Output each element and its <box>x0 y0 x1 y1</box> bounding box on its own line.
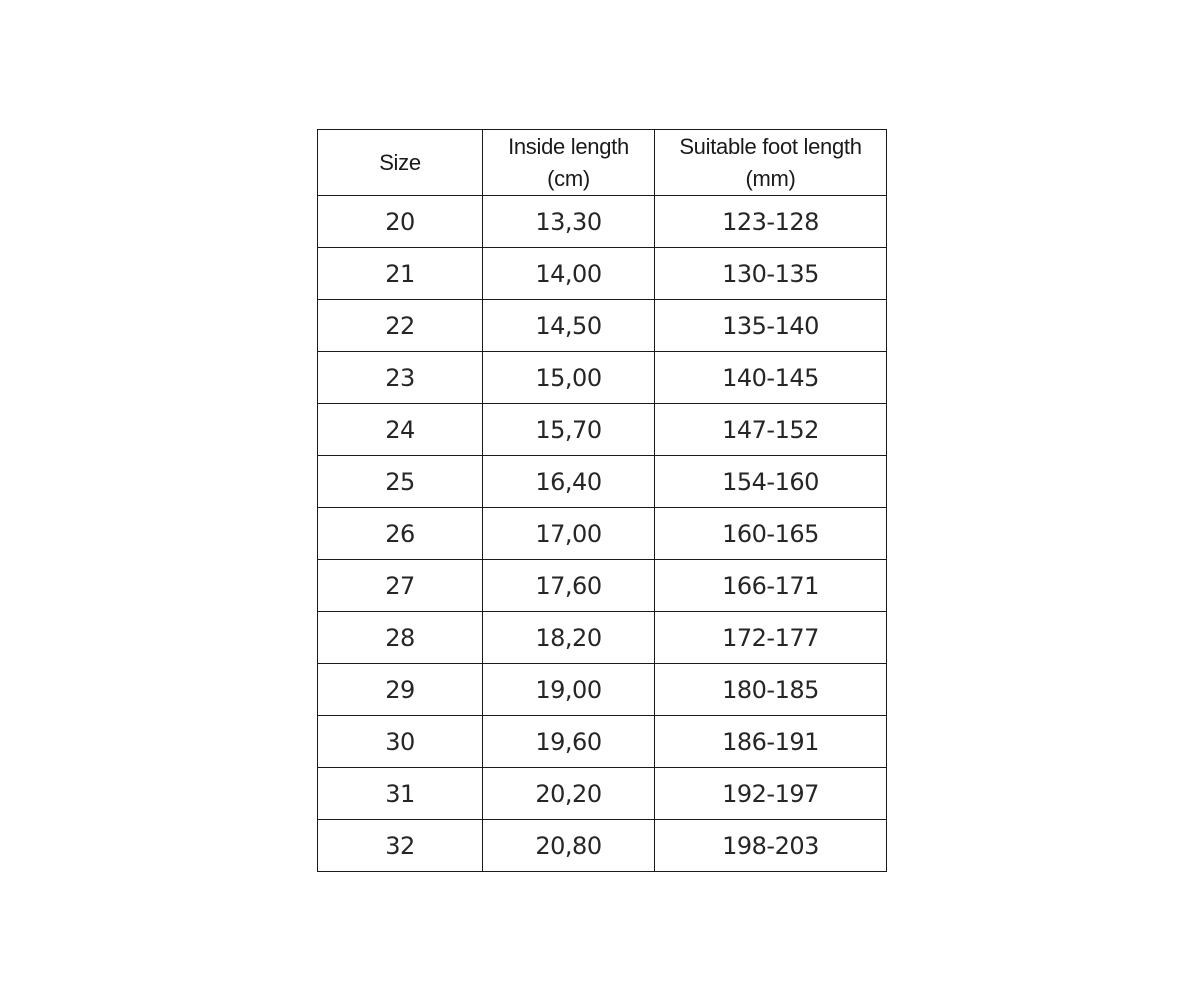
cell-size: 21 <box>318 248 483 300</box>
cell-size: 25 <box>318 456 483 508</box>
cell-foot-length: 154-160 <box>655 456 887 508</box>
cell-inside-length: 19,00 <box>483 664 655 716</box>
cell-inside-length: 13,30 <box>483 196 655 248</box>
cell-foot-length: 135-140 <box>655 300 887 352</box>
cell-foot-length: 172-177 <box>655 612 887 664</box>
cell-size: 26 <box>318 508 483 560</box>
header-inside-length <box>483 130 655 196</box>
cell-inside-length: 14,50 <box>483 300 655 352</box>
header-inside-length-unit: (cm) <box>547 165 590 191</box>
table-row <box>318 560 887 612</box>
cell-foot-length: 192-197 <box>655 768 887 820</box>
table-row <box>318 716 887 768</box>
table-row <box>318 820 887 872</box>
table-row <box>318 404 887 456</box>
cell-size: 20 <box>318 196 483 248</box>
header-foot-length-unit: (mm) <box>745 165 796 191</box>
cell-size: 23 <box>318 352 483 404</box>
header-foot-length <box>655 130 887 196</box>
cell-inside-length: 14,00 <box>483 248 655 300</box>
table-row <box>318 248 887 300</box>
size-chart-table <box>317 129 887 872</box>
table-header <box>318 130 887 196</box>
cell-size: 22 <box>318 300 483 352</box>
cell-size: 32 <box>318 820 483 872</box>
cell-foot-length: 186-191 <box>655 716 887 768</box>
cell-inside-length: 17,00 <box>483 508 655 560</box>
cell-foot-length: 130-135 <box>655 248 887 300</box>
cell-inside-length: 20,20 <box>483 768 655 820</box>
cell-size: 27 <box>318 560 483 612</box>
cell-foot-length: 140-145 <box>655 352 887 404</box>
header-foot-length-label: Suitable foot length <box>679 133 862 159</box>
cell-inside-length: 20,80 <box>483 820 655 872</box>
cell-foot-length: 147-152 <box>655 404 887 456</box>
header-size: Size <box>318 130 483 196</box>
cell-inside-length: 18,20 <box>483 612 655 664</box>
header-inside-length-label: Inside length <box>508 133 629 159</box>
table-row <box>318 352 887 404</box>
cell-foot-length: 180-185 <box>655 664 887 716</box>
cell-size: 28 <box>318 612 483 664</box>
header-row <box>318 130 887 196</box>
table-row <box>318 664 887 716</box>
cell-size: 31 <box>318 768 483 820</box>
cell-size: 29 <box>318 664 483 716</box>
cell-foot-length: 123-128 <box>655 196 887 248</box>
cell-inside-length: 15,70 <box>483 404 655 456</box>
cell-foot-length: 198-203 <box>655 820 887 872</box>
table-row <box>318 612 887 664</box>
cell-size: 30 <box>318 716 483 768</box>
cell-foot-length: 160-165 <box>655 508 887 560</box>
cell-inside-length: 19,60 <box>483 716 655 768</box>
table-row <box>318 300 887 352</box>
table-row <box>318 508 887 560</box>
cell-inside-length: 17,60 <box>483 560 655 612</box>
table-body <box>318 196 887 872</box>
table-row <box>318 456 887 508</box>
cell-inside-length: 15,00 <box>483 352 655 404</box>
cell-inside-length: 16,40 <box>483 456 655 508</box>
cell-foot-length: 166-171 <box>655 560 887 612</box>
table-row <box>318 768 887 820</box>
table-row <box>318 196 887 248</box>
cell-size: 24 <box>318 404 483 456</box>
